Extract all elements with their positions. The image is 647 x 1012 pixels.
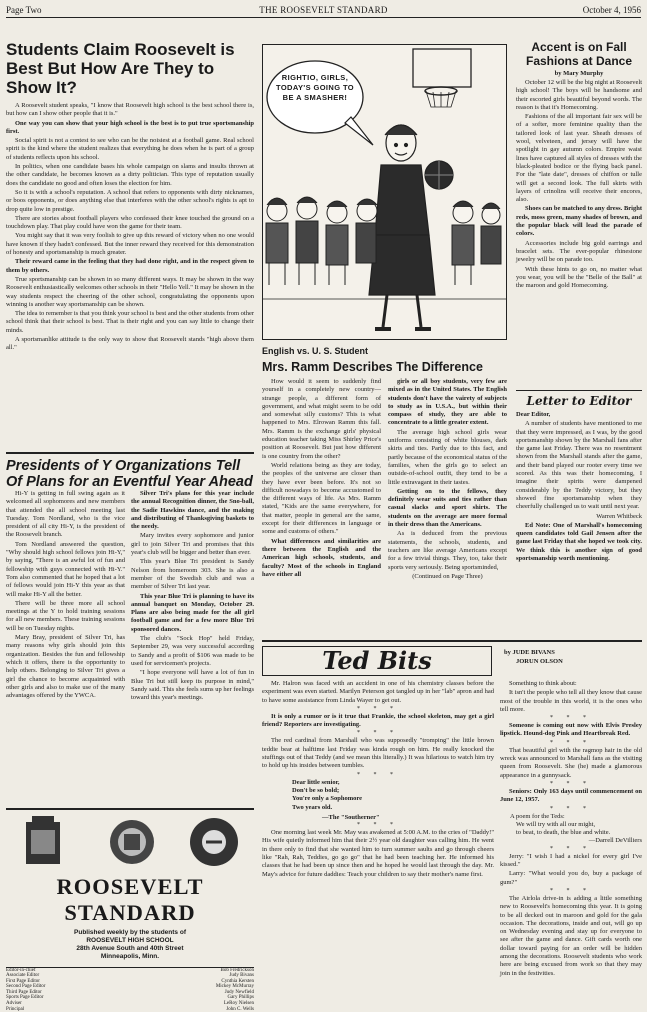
paragraph: Mary invites every sophomore and junior girl to join Silver Tri and promises that this year's club will be bigger and better than ever. (131, 532, 254, 557)
paragraph: The red cardinal from Marshall who was supposedly "tromping" the little brown teddie bear at halftime last Friday was kinda rough on him. He really knocked the stuffings out of that Teddy (and we mean this literally.) It was hilarious to watch him try to hold up his insides between tumbles. (262, 737, 494, 770)
poem-line: to beat, to death, the blue and white. (516, 829, 642, 837)
paragraph: It is only a rumor or is it true that Frankie, the school skeleton, may get a girl friend? Reporters are investigating. (262, 713, 494, 730)
paragraph: With these hints to go on, no matter what you wear, you will be the "Belle of the Ball" at the maroon and gold Homecoming. (516, 266, 642, 291)
paragraph: How would it seem to suddenly find yourself in a completely new country—strange people, a different form of government, and what might seem to be odd and somewhat silly customs? This is what happened to Mrs. Elrowan Ramm this fall. Mrs. Ramm is the exchange girls' physical education teacher taking Miss Shirley Price's position at Roosevelt. But just how different is one country from the other? (262, 378, 381, 461)
paragraph: The Airlola drive-in is adding a little something new to Roosevelt's homecoming this year. It is going to be all decked out in maroon and gold for the gala occasion. The decorations, inside and out, will go up on Wednesday evening and stay up for everyone to see after the game and dance. Gift cards worth one dollar toward paying for an order will be hidden among the decorations. Roosevelt students who work here are being excused from work so that they may join in the festivities. (500, 895, 642, 978)
paragraph: True sportsmanship can be shown in so many different ways. It may be shown in the way Roosevelt enthusiastically welcomes other schools in their "Hello Yell." It may be shown in the way students respect the cheering of the other school, congratulating the opponents upon winning is another way sportsmanship can be shown. (6, 276, 254, 309)
ted-bits-title-box (262, 646, 492, 676)
paragraph: A sportsmanlike attitude is the only way to show that Roosevelt stands "high above them all." (6, 336, 254, 353)
letter-signature: Warren Whitbeck (516, 513, 642, 521)
paragraph: A Roosevelt student speaks, "I know that Roosevelt high school is the best school there is, but how can I show other people that it is." (6, 102, 254, 119)
editor-note: Ed Note: One of Marshall's homecoming queen candidates told Gail Jensen after the game last Friday that she hoped we took city. We think this is another sign of good sportsmanship worth mentioning. (516, 522, 642, 563)
separator: * * * (500, 715, 642, 722)
staff-name: Mickey McMurray (132, 984, 254, 990)
publisher-line: Published weekly by the students of (6, 929, 254, 937)
backboard-icon (413, 49, 471, 87)
paragraph: Silver Tri's plans for this year include the annual Recognition dinner, the Sno-ball, the Sadie Hawkins dance, and the making and distributing of Thanksgiving baskets to the needy. (131, 490, 254, 531)
issue-date: October 4, 1956 (583, 5, 641, 15)
paragraph: What differences and similarities are there between the English and the American high schools, students, and faculty? Most of the schools in England have either all (262, 538, 381, 579)
paragraph: This year's Blue Tri president is Sandy Nelson from homeroom 303. She is also a member of the Swedish club and was a member of Silver Tri last year. (131, 558, 254, 591)
paragraph: girls or all boy students, very few are mixed as in the United States. The English students don't have the vairety of subjects to study as in U.S.A., but within their compass of study, they are able to concentrate to a little greater extent. (388, 378, 507, 428)
staff-name: Bob Fredrickson (132, 967, 254, 973)
publisher-info (6, 929, 254, 961)
ramm-headline: Mrs. Ramm Describes The Difference (262, 360, 507, 374)
national-press-emblem (190, 818, 238, 866)
paragraph: "I hope everyone will have a lot of fun in Blue Tri but still keep its purpose in mind," Sandy said. This she feels sums up her feelings toward this year's meetings. (131, 669, 254, 702)
paragraph: There will be three more all school meetings at the Y to hold training sessions for all new members. These training sessions will be on Tuesday nights. (6, 600, 125, 633)
continued-note: (Continued on Page Three) (388, 573, 507, 581)
paragraph: Shoes can be matched to any dress. Bright reds, moss green, many shades of brown, and the popular black will lead the parade of colors. (516, 205, 642, 238)
ted-bits-title: Ted Bits (322, 646, 432, 675)
paragraph: You might say that it was very foolish to give up this reward of victory when no one would have known if they hadn't confessed. But the inner reward they received for this demonstration of honesty and sportsmanship is much greater. (6, 232, 254, 257)
senior-poem (292, 779, 494, 822)
poem-attribution: —Darrell DeVilliers (510, 837, 642, 845)
staff-role: Sports Page Editor (6, 995, 132, 1001)
masthead-title: ROOSEVELT STANDARD (6, 874, 254, 926)
fashion-byline: by Mary Murphy (516, 70, 642, 77)
ramm-column-1 (262, 378, 381, 580)
staff-role: Principal (6, 1007, 132, 1012)
separator: * * * (500, 740, 642, 747)
paragraph: Their reward came in the feeling that they had done right, and in the respect given to them by others. (6, 258, 254, 275)
paragraph: One morning last week Mr. May was awakened at 5:00 A.M. to the cries of "Daddy!" His wife quietly informed him that their 2½ year old daughter was calling him. He went in there only to find that she wanted him to turn summer saults and go through cheers like "Rah, Rah, Teddies, go go go" that he had been teaching her. He informed his classes that he had been up since then and he hoped he would last through the day. Mr. May's advice for future daddies: Teach your children to say their mother's name first. (262, 829, 494, 879)
publisher-line: Minneapolis, Minn. (6, 953, 254, 961)
staff-role: Editor-in-chief (6, 967, 132, 973)
ted-bits-column-1 (262, 680, 494, 880)
letter-to-editor (516, 390, 642, 564)
ramm-column-2 (388, 378, 507, 582)
ted-bits-byline (504, 648, 642, 666)
fashion-headline: Accent is on Fall Fashions at Dance (516, 40, 642, 68)
paragraph: In politics, when one candidate bases his whole campaign on slams and insults thrown at the other candidate, he becomes known as a dirty politician. This type of reputation usually does the candidate no good and often loses the election for him. (6, 163, 254, 188)
paragraph: That beautiful girl with the ragmop hair in the old wreck was announced to Marshall fans as the visiting queen from Roosevelt. She (he) made a glamorous appearance in a gunnysack. (500, 747, 642, 780)
staff-name: Judy Newfield (132, 990, 254, 996)
paragraph: The idea to remember is that you think your school is best and the other students from other school think that their school is best. That is their right and you can say little to change their minds. (6, 310, 254, 335)
paragraph: Larry: "What would you do, buy a package of gum?" (500, 870, 642, 887)
separator: * * * (262, 730, 494, 737)
press-association-emblem (26, 816, 60, 864)
paragraph: Seniors: Only 163 days until commencement on June 12, 1957. (500, 788, 642, 805)
poem-line: Dear little senior, (292, 779, 494, 787)
paragraph: Something to think about: (500, 680, 642, 688)
teds-poem (510, 813, 642, 846)
staff-role: Associate Editor (6, 973, 132, 979)
paragraph: Getting on to the fellows, they definitely wear suits and ties rather than casual slacks and sport shirts. The students on the average are more formal in their dress than the Americans. (388, 488, 507, 529)
poem-attribution: —The "Southerner" (322, 814, 494, 822)
publisher-line: ROOSEVELT HIGH SCHOOL (6, 937, 254, 945)
staff-name: LeRoy Nielsen (132, 1001, 254, 1007)
paragraph: October 12 will be the big night at Roosevelt high school! The boys will be handsome and their escorted girls beautiful beyond words. The reason is that it's Homecoming. (516, 79, 642, 112)
press-emblems (6, 814, 254, 872)
hiy-column-2 (131, 490, 254, 703)
hiy-story (6, 452, 254, 490)
paragraph: Tom Nordland answered the question, "Why should high school fellows join Hi-Y," by saying, "There is an awful lot of fun and fellowship with guys connected with Hi-Y." Tom also commented that he hoped that a lot of fellows would join Hi-Y this year as that will make Hi-Y all the better. (6, 541, 125, 599)
paragraph: Mary Bray, president of Silver Tri, has many reasons why girls should join this organization. Besides the fun and fellowship which it offers, there is the opportunity to help others. Belonging to Silver Tri gives a girl the chance to become acquainted with other girls and also to make use of the many advantages offered by the YWCA. (6, 634, 125, 700)
staff-name: John C. Wells (132, 1007, 254, 1012)
separator: * * * (500, 888, 642, 895)
poem-line: A poem for the Teds: (510, 813, 642, 821)
hiy-column-1 (6, 490, 125, 701)
paragraph: Fashions of the all important fair sex will be of a softer, more feminine quality than the tailored look of last year. Sheath dresses of wool, velveteen, and jersey will have the spotlight in gay autumn colors. Empire waist lines have captured all styles of dresses with the black-pleated bodice or the flying back panel. For the "late date", dresses of chiffon or tulle will get a second look. The full skirts with layers of crinolins will receive their encores, also. (516, 113, 642, 204)
staff-role: Third Page Editor (6, 990, 132, 996)
separator: * * * (262, 772, 494, 779)
paragraph: Jerry: "I wish I had a nickel for every girl I've kissed." (500, 853, 642, 870)
paragraph: World relations being as they are today, the peoples of the universe are closer than they have ever been before. It's not so difficult nowadays to become accustomed to the different ways of life. As Mrs. Ramm stated, "Kids are the same everywhere, for that matter, people in general are the same, except for their differences in language or some and customs of others." (262, 462, 381, 537)
fashion-story (516, 40, 642, 291)
paragraph: The club's "Sock Hop" held Friday, September 29, was very successful according to Sandy and a profit of $106 was made to be used for servicemen's projects. (131, 635, 254, 668)
paragraph: A number of students have mentioned to me that they were impressed, as I was, by the good sportsmanship shown by the Marshall fans after the game last Friday. There was no resentment shown from the Marshall stands after the game, and their band played our rooter every time we scored. As this was their homecoming, I imagine their spirits were dampened considerably by the Teddy victory, but they showed fine sportsmanship when they cheerfully challenged us to wait until next year. (516, 420, 642, 511)
ramm-story (262, 360, 507, 374)
staff-role: First Page Editor (6, 979, 132, 985)
speech-text: RIGHTIO, GIRLS, TODAY'S GOING TO BE A SMASHER! (273, 73, 357, 103)
poem-line: Don't be so bold; (292, 787, 494, 795)
poem-line: We will try with all our might, (516, 821, 642, 829)
letter-body (516, 411, 642, 563)
separator: * * * (500, 781, 642, 788)
paper-name: THE ROOSEVELT STANDARD (6, 5, 641, 15)
staff-row (6, 1007, 254, 1012)
separator: * * * (500, 846, 642, 853)
paragraph: Hi-Y is getting in full swing again as it welcomed all sophomores and new members that attended the all school meeting last Tuesday. Tom Nordland, who is the vice president of all city Hi-Y, is the president of the Roosevelt branch. (6, 490, 125, 540)
page-number: Page Two (6, 5, 41, 15)
sportsmanship-story (6, 40, 254, 354)
letter-title: Letter to Editor (516, 394, 642, 408)
paragraph: There are stories about football players who confessed their knee touched the ground on a touchdown play. That play could have won the game for their team. (6, 215, 254, 232)
poem-line: Two years old. (292, 804, 494, 812)
paragraph: Accessories include big gold earrings and bracelet sets. The ever-popular rhinestone jewelry will be on parade too. (516, 240, 642, 265)
paragraph: The average high school girls wear uniforms consisting of white blouses, dark skirts and ties. Partly due to this fact, and partly because of the economical status of the families, when the girls go to select an outside-of-school outfit, they tend to be a little extravagant in their tastes. (388, 429, 507, 487)
separator: * * * (500, 806, 642, 813)
staff-role: Second Page Editor (6, 984, 132, 990)
hiy-headline: Presidents of Y Organizations Tell Of Plans for an Eventful Year Ahead (6, 458, 254, 490)
cartoon (262, 44, 507, 340)
ted-bits-author: by JUDE BIVANS (504, 648, 642, 657)
sportsmanship-body (6, 102, 254, 353)
paragraph: Someone is coming out now with Elvis Presley lipstick. Hound-dog Pink and Heartbreak Red. (500, 722, 642, 739)
masthead (6, 808, 254, 996)
staff-name: Gary Phillips (132, 995, 254, 1001)
paragraph: So it is with a school's reputation. A school that refers to opponents with dirty nicknames, or boos opponents, or does anything else that interferes with the other school's rights is apt to drop quite low in prestige. (6, 189, 254, 214)
paragraph: It isn't the people who tell all they know that cause most of the trouble in this world, it is the ones who tell more. (500, 689, 642, 714)
letter-salutation: Dear Editor, (516, 411, 642, 419)
staff-name: Judy Bivans (132, 973, 254, 979)
separator: * * * (262, 822, 494, 829)
staff-list (6, 967, 254, 1012)
ted-bits-column-2 (500, 680, 642, 979)
paragraph: Mr. Halron was faced with an accident in one of his chemistry classes before the experiment was even started. Marilyn Peterson got tangled up in her "lab" apron and had to have some assistance from Linda Wayer to get out. (262, 680, 494, 705)
staff-role: Adviser (6, 1001, 132, 1007)
teacher-figure (369, 125, 453, 329)
cartoon-caption: English vs. U. S. Student (262, 346, 507, 356)
poem-line: You're only a Sophomore (292, 795, 494, 803)
fashion-body (516, 79, 642, 290)
ted-bits-author: JORUN OLSON (504, 657, 642, 666)
staff-name: Cynthia Kersten (132, 979, 254, 985)
paragraph: Social spirit is not a contest to see who can be the noisiest at a football game. Real school spirit is the kind where the student realizes that everything he does when he is part of a group of students reflects upon his school. (6, 137, 254, 162)
paragraph: This year Blue Tri is planning to have its annual banquet on Monday, October 29. Plans are also being made for the all girl football game and for a few more Blue Tri sponsored dances. (131, 593, 254, 634)
paragraph: As is deduced from the previous statements, the schools, students, and teachers are like average Americans except for a few trivial things. They, too, take their sports very seriously. Being sportsminded, (388, 530, 507, 571)
sportsmanship-headline: Students Claim Roosevelt is Best But How Are They to Show It? (6, 40, 254, 97)
paragraph: One way you can show that your high school is the best is to put true sportsmanship first. (6, 120, 254, 137)
quill-and-scroll-emblem (110, 820, 154, 864)
publisher-line: 28th Avenue South and 40th Street (6, 945, 254, 953)
page-header (6, 4, 641, 18)
separator: * * * (262, 706, 494, 713)
